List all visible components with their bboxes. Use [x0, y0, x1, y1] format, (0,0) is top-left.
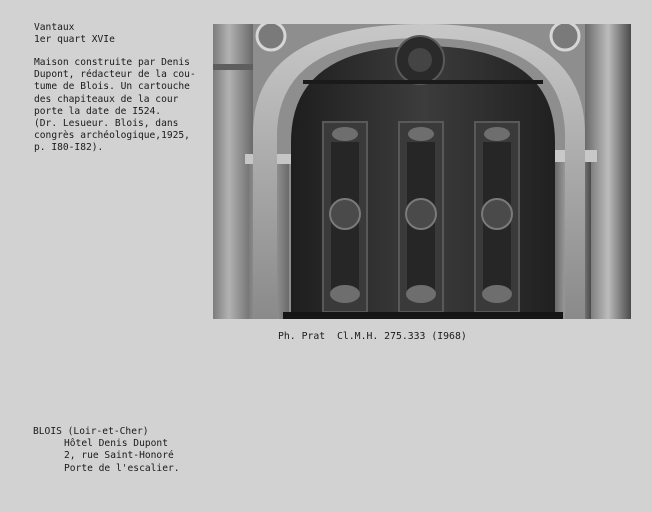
description-line: Maison construite par Denis	[34, 57, 190, 68]
door-photo-image	[213, 24, 631, 319]
location-city: BLOIS (Loir-et-Cher)	[33, 426, 149, 437]
header-date: 1er quart XVIe	[34, 34, 115, 46]
description-line: porte la date de I524.	[34, 105, 162, 117]
door-photo	[213, 24, 631, 319]
description-line: tume de Blois. Un cartouche	[34, 81, 190, 93]
description-line: congrès archéologique,1925,	[34, 130, 190, 142]
description-line: des chapiteaux de la cour	[34, 93, 179, 105]
description-line: p. I80-I82).	[34, 142, 104, 154]
photo-caption: Ph. Prat Cl.M.H. 275.333 (I968)	[278, 331, 467, 342]
description-block	[34, 57, 196, 155]
description-line: (Dr. Lesueur. Blois, dans	[34, 118, 179, 130]
header-block	[34, 22, 115, 46]
location-address: 2, rue Saint-Honoré	[64, 450, 174, 462]
description-line: Dupont, rédacteur de la cou-	[34, 69, 196, 81]
location-building: Hôtel Denis Dupont	[64, 438, 168, 450]
location-block	[33, 426, 180, 475]
location-detail: Porte de l'escalier.	[64, 462, 180, 474]
header-place: Vantaux	[34, 22, 75, 33]
